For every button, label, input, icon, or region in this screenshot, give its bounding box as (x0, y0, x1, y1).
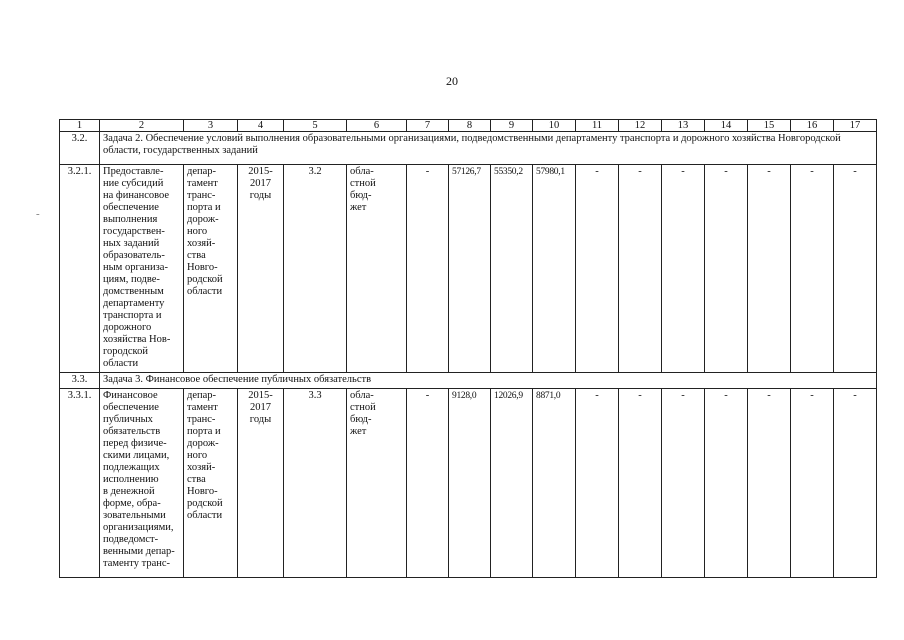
margin-mark: - (36, 208, 40, 220)
task-number: 3.3. (60, 373, 100, 389)
header-cell: 16 (791, 120, 834, 132)
header-cell: 17 (834, 120, 877, 132)
header-cell: 4 (238, 120, 284, 132)
header-cell: 3 (184, 120, 238, 132)
value-cell: 8871,0 (533, 389, 576, 578)
value-cell: - (748, 165, 791, 373)
value-cell: - (619, 389, 662, 578)
value-cell: - (834, 165, 877, 373)
value-cell: - (576, 165, 619, 373)
header-cell: 8 (449, 120, 491, 132)
value-cell: 57980,1 (533, 165, 576, 373)
header-cell: 1 (60, 120, 100, 132)
value-cell: - (576, 389, 619, 578)
value-cell: 55350,2 (491, 165, 533, 373)
header-cell: 7 (407, 120, 449, 132)
value-cell: - (619, 165, 662, 373)
activity-cell: Финансовое обеспечение публичных обязательств перед физиче- скими лицами, подлежащих исполнению в денежной форме, обра- зовательными организациями, подведомст- венными депар- таменту транс- (100, 389, 184, 578)
value-cell: - (748, 389, 791, 578)
header-cell: 12 (619, 120, 662, 132)
column-number-row (60, 120, 877, 132)
value-cell: 12026,9 (491, 389, 533, 578)
header-cell: 13 (662, 120, 705, 132)
executor-cell: депар- тамент транс- порта и дорож- ного хозяй- ства Новго- родской области (184, 389, 238, 578)
task-title: Задача 2. Обеспечение условий выполнения образовательными организациями, подведомственными департаменту транспорта и дорожного хозяйства Новгородской области, государственных заданий (100, 132, 877, 165)
activity-cell: Предоставле- ние субсидий на финансовое обеспечение выполнения государствен- ных заданий образователь- ным организа- циям, подве- домственным департаменту транспорта и дорожного хозяйства Нов- городской области (100, 165, 184, 373)
value-cell: - (407, 165, 449, 373)
value-cell: - (407, 389, 449, 578)
program-table (59, 119, 877, 578)
value-cell: - (662, 165, 705, 373)
header-cell: 10 (533, 120, 576, 132)
target-cell: 3.3 (284, 389, 347, 578)
header-cell: 5 (284, 120, 347, 132)
row-number: 3.3.1. (60, 389, 100, 578)
executor-cell: депар- тамент транс- порта и дорож- ного хозяй- ства Новго- родской области (184, 165, 238, 373)
source-cell: обла- стной бюд- жет (347, 389, 407, 578)
task-row (60, 373, 877, 389)
value-cell: - (705, 389, 748, 578)
task-row (60, 132, 877, 165)
header-cell: 11 (576, 120, 619, 132)
header-cell: 9 (491, 120, 533, 132)
header-cell: 15 (748, 120, 791, 132)
period-cell: 2015- 2017 годы (238, 165, 284, 373)
header-cell: 6 (347, 120, 407, 132)
task-number: 3.2. (60, 132, 100, 165)
header-cell: 2 (100, 120, 184, 132)
task-title: Задача 3. Финансовое обеспечение публичных обязательств (100, 373, 877, 389)
value-cell: 57126,7 (449, 165, 491, 373)
page-number: 20 (446, 74, 458, 88)
period-cell: 2015- 2017 годы (238, 389, 284, 578)
value-cell: - (791, 165, 834, 373)
table-row (60, 389, 877, 578)
header-cell: 14 (705, 120, 748, 132)
value-cell: - (834, 389, 877, 578)
table-row (60, 165, 877, 373)
source-cell: обла- стной бюд- жет (347, 165, 407, 373)
value-cell: - (791, 389, 834, 578)
row-number: 3.2.1. (60, 165, 100, 373)
value-cell: - (705, 165, 748, 373)
value-cell: - (662, 389, 705, 578)
target-cell: 3.2 (284, 165, 347, 373)
value-cell: 9128,0 (449, 389, 491, 578)
